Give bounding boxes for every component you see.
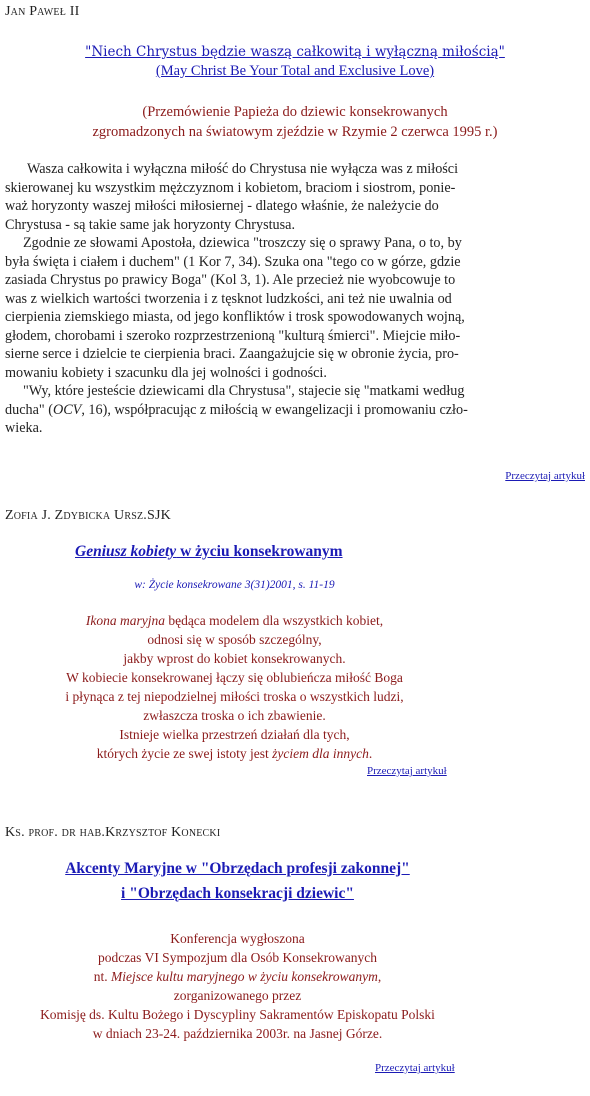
article2-lead-text: których życie ze swej istoty jest <box>96 746 273 761</box>
article1-p1-line: Chrystusa - są takie same jak horyzonty Chrystusa. <box>5 216 295 233</box>
article1-p2-line: Zgodnie ze słowami Apostoła, dziewica "troszczy się o sprawy Pana, o to, by <box>23 235 462 251</box>
article1-p1 <box>5 160 585 179</box>
article2-lead-line: Istnieje wielka przestrzeń działań dla tych, <box>119 727 350 742</box>
article3-desc-line: zorganizowanego przez <box>173 988 302 1003</box>
article2-lead-text: będąca modelem dla wszystkich kobiet, <box>164 613 384 628</box>
article3-desc-line: Konferencja wygłoszona <box>170 931 305 946</box>
article2-title-link[interactable] <box>75 543 343 560</box>
article1-title-pl[interactable]: "Niech Chrystus będzie waszą całkowitą i wyłączną miłością" <box>85 44 505 60</box>
article1-p1-line: Wasza całkowita i wyłączna miłość do Chrystusa nie wyłącza was z miłości <box>27 161 459 177</box>
article1-p3-text: , 16), współpracując z miłością w ewangelizacji i promowaniu czło- <box>81 401 468 418</box>
article2-lead-line: zwłaszcza troska o ich zbawienie. <box>143 708 326 723</box>
article3-description <box>0 929 475 1043</box>
article1-p2-line: was z wielkich wartości tworzenia i z tęsknot ludzkości, ani też nie uwalnia od <box>5 290 452 307</box>
article2-source: w: Życie konsekrowane 3(31)2001, s. 11-19 <box>134 579 335 591</box>
article2-lead-italic: życiem dla innych <box>272 746 369 761</box>
article2-lead-line <box>0 611 469 630</box>
article1-read-more-link[interactable]: Przeczytaj artykuł <box>505 470 585 482</box>
article3-title[interactable] <box>0 856 475 906</box>
article1-p3-line: wieka. <box>5 420 43 436</box>
article2-lead-line: i płynąca z tej niepodzielnej miłości troska o wszystkich ludzi, <box>65 689 404 704</box>
article1-p2-line: zasiada Chrystus po prawicy Boga" (Kol 3, 1). Ale przecież nie wyobcowuje to <box>5 272 456 288</box>
article2-lead <box>0 611 469 763</box>
article3-desc-line: w dniach 23-24. października 2003r. na Jasnej Górze. <box>92 1026 383 1041</box>
article1-body <box>5 160 585 438</box>
article3-title-link[interactable] <box>65 860 410 902</box>
article3-desc-italic: Miejsce kultu maryjnego w życiu konsekrowanym <box>111 969 378 984</box>
article1-title-link[interactable] <box>85 44 505 79</box>
article3-desc-line: Komisję ds. Kultu Bożego i Dyscypliny Sakramentów Episkopatu Polski <box>40 1007 435 1022</box>
article3-title-line1[interactable]: Akcenty Maryjne w "Obrzędach profesji zakonnej" <box>65 860 410 877</box>
article1-p1-line: waż horyzonty waszej miłości miłosiernej - dlatego właśnie, że należycie do <box>5 198 439 214</box>
article3-desc-line <box>0 967 475 986</box>
article1-author: Jan Paweł II <box>5 4 80 19</box>
article3-title-line2[interactable]: i "Obrzędach konsekracji dziewic" <box>121 885 354 902</box>
article1-title[interactable] <box>0 43 590 81</box>
article2-lead-italic: Ikona maryjna <box>85 613 165 628</box>
article2-lead-text: . <box>368 746 373 761</box>
article1-p2-line: mowaniu kobiety i szacunku dla jej wolności i godności. <box>5 364 327 381</box>
article1-p3-ocv: OCV <box>52 401 82 418</box>
article1-subtitle-line2: zgromadzonych na światowym zjeździe w Rzymie 2 czerwca 1995 r.) <box>92 124 498 140</box>
article1-p3-line <box>5 401 585 420</box>
article1-subtitle <box>0 102 590 142</box>
article2-author: Zofia J. Zdybicka Ursz.SJK <box>5 508 171 523</box>
article1-p3-line: "Wy, które jesteście dziewicami dla Chrystusa", stajecie się "matkami według <box>23 383 465 399</box>
article1-p2-line: głodem, chorobami i szeroko rozprzestrzenioną "kulturą śmierci". Miejcie miło- <box>5 327 461 344</box>
article1-p3-text: ducha" ( <box>5 401 53 418</box>
article1-title-en[interactable]: (May Christ Be Your Total and Exclusive Love) <box>155 63 435 79</box>
article3-author: Ks. prof. dr hab.Krzysztof Konecki <box>5 825 221 840</box>
article1-p2-line: cierpienia ziemskiego miasta, od jego konfliktów i trosk spowodowanych wojną, <box>5 309 465 325</box>
article3-read-more-link[interactable]: Przeczytaj artykuł <box>375 1062 455 1074</box>
article3-desc-text: nt. <box>93 969 112 984</box>
article3-desc-line: podczas VI Sympozjum dla Osób Konsekrowanych <box>97 950 378 965</box>
article1-p2-line: była święta i ciałem i duchem" (1 Kor 7, 34). Szuka ona "tego co w górze, gdzie <box>5 253 461 270</box>
article1-subtitle-line1: (Przemówienie Papieża do dziewic konsekrowanych <box>142 104 448 120</box>
article2-title-rest[interactable]: w życiu konsekrowanym <box>176 543 343 560</box>
article2-read-more-link[interactable]: Przeczytaj artykuł <box>367 765 447 777</box>
article2-lead-line: odnosi się w sposób szczególny, <box>147 632 322 647</box>
article1-p1-line: skierowanej ku wszystkim mężczyznom i kobietom, braciom i siostrom, ponie- <box>5 179 456 196</box>
article2-title[interactable] <box>75 542 343 561</box>
article3-desc-text: , <box>377 969 382 984</box>
article2-lead-line: jakby wprost do kobiet konsekrowanych. <box>123 651 346 666</box>
article2-title-italic[interactable]: Geniusz kobiety <box>75 543 177 560</box>
article2-lead-line <box>0 744 469 763</box>
article2-lead-line: W kobiecie konsekrowanej łączy się oblubieńcza miłość Boga <box>66 670 403 685</box>
article1-p2-line: sierne serce i dzielcie te cierpienia braci. Zaangażujcie się w obronie życia, pro- <box>5 346 459 362</box>
